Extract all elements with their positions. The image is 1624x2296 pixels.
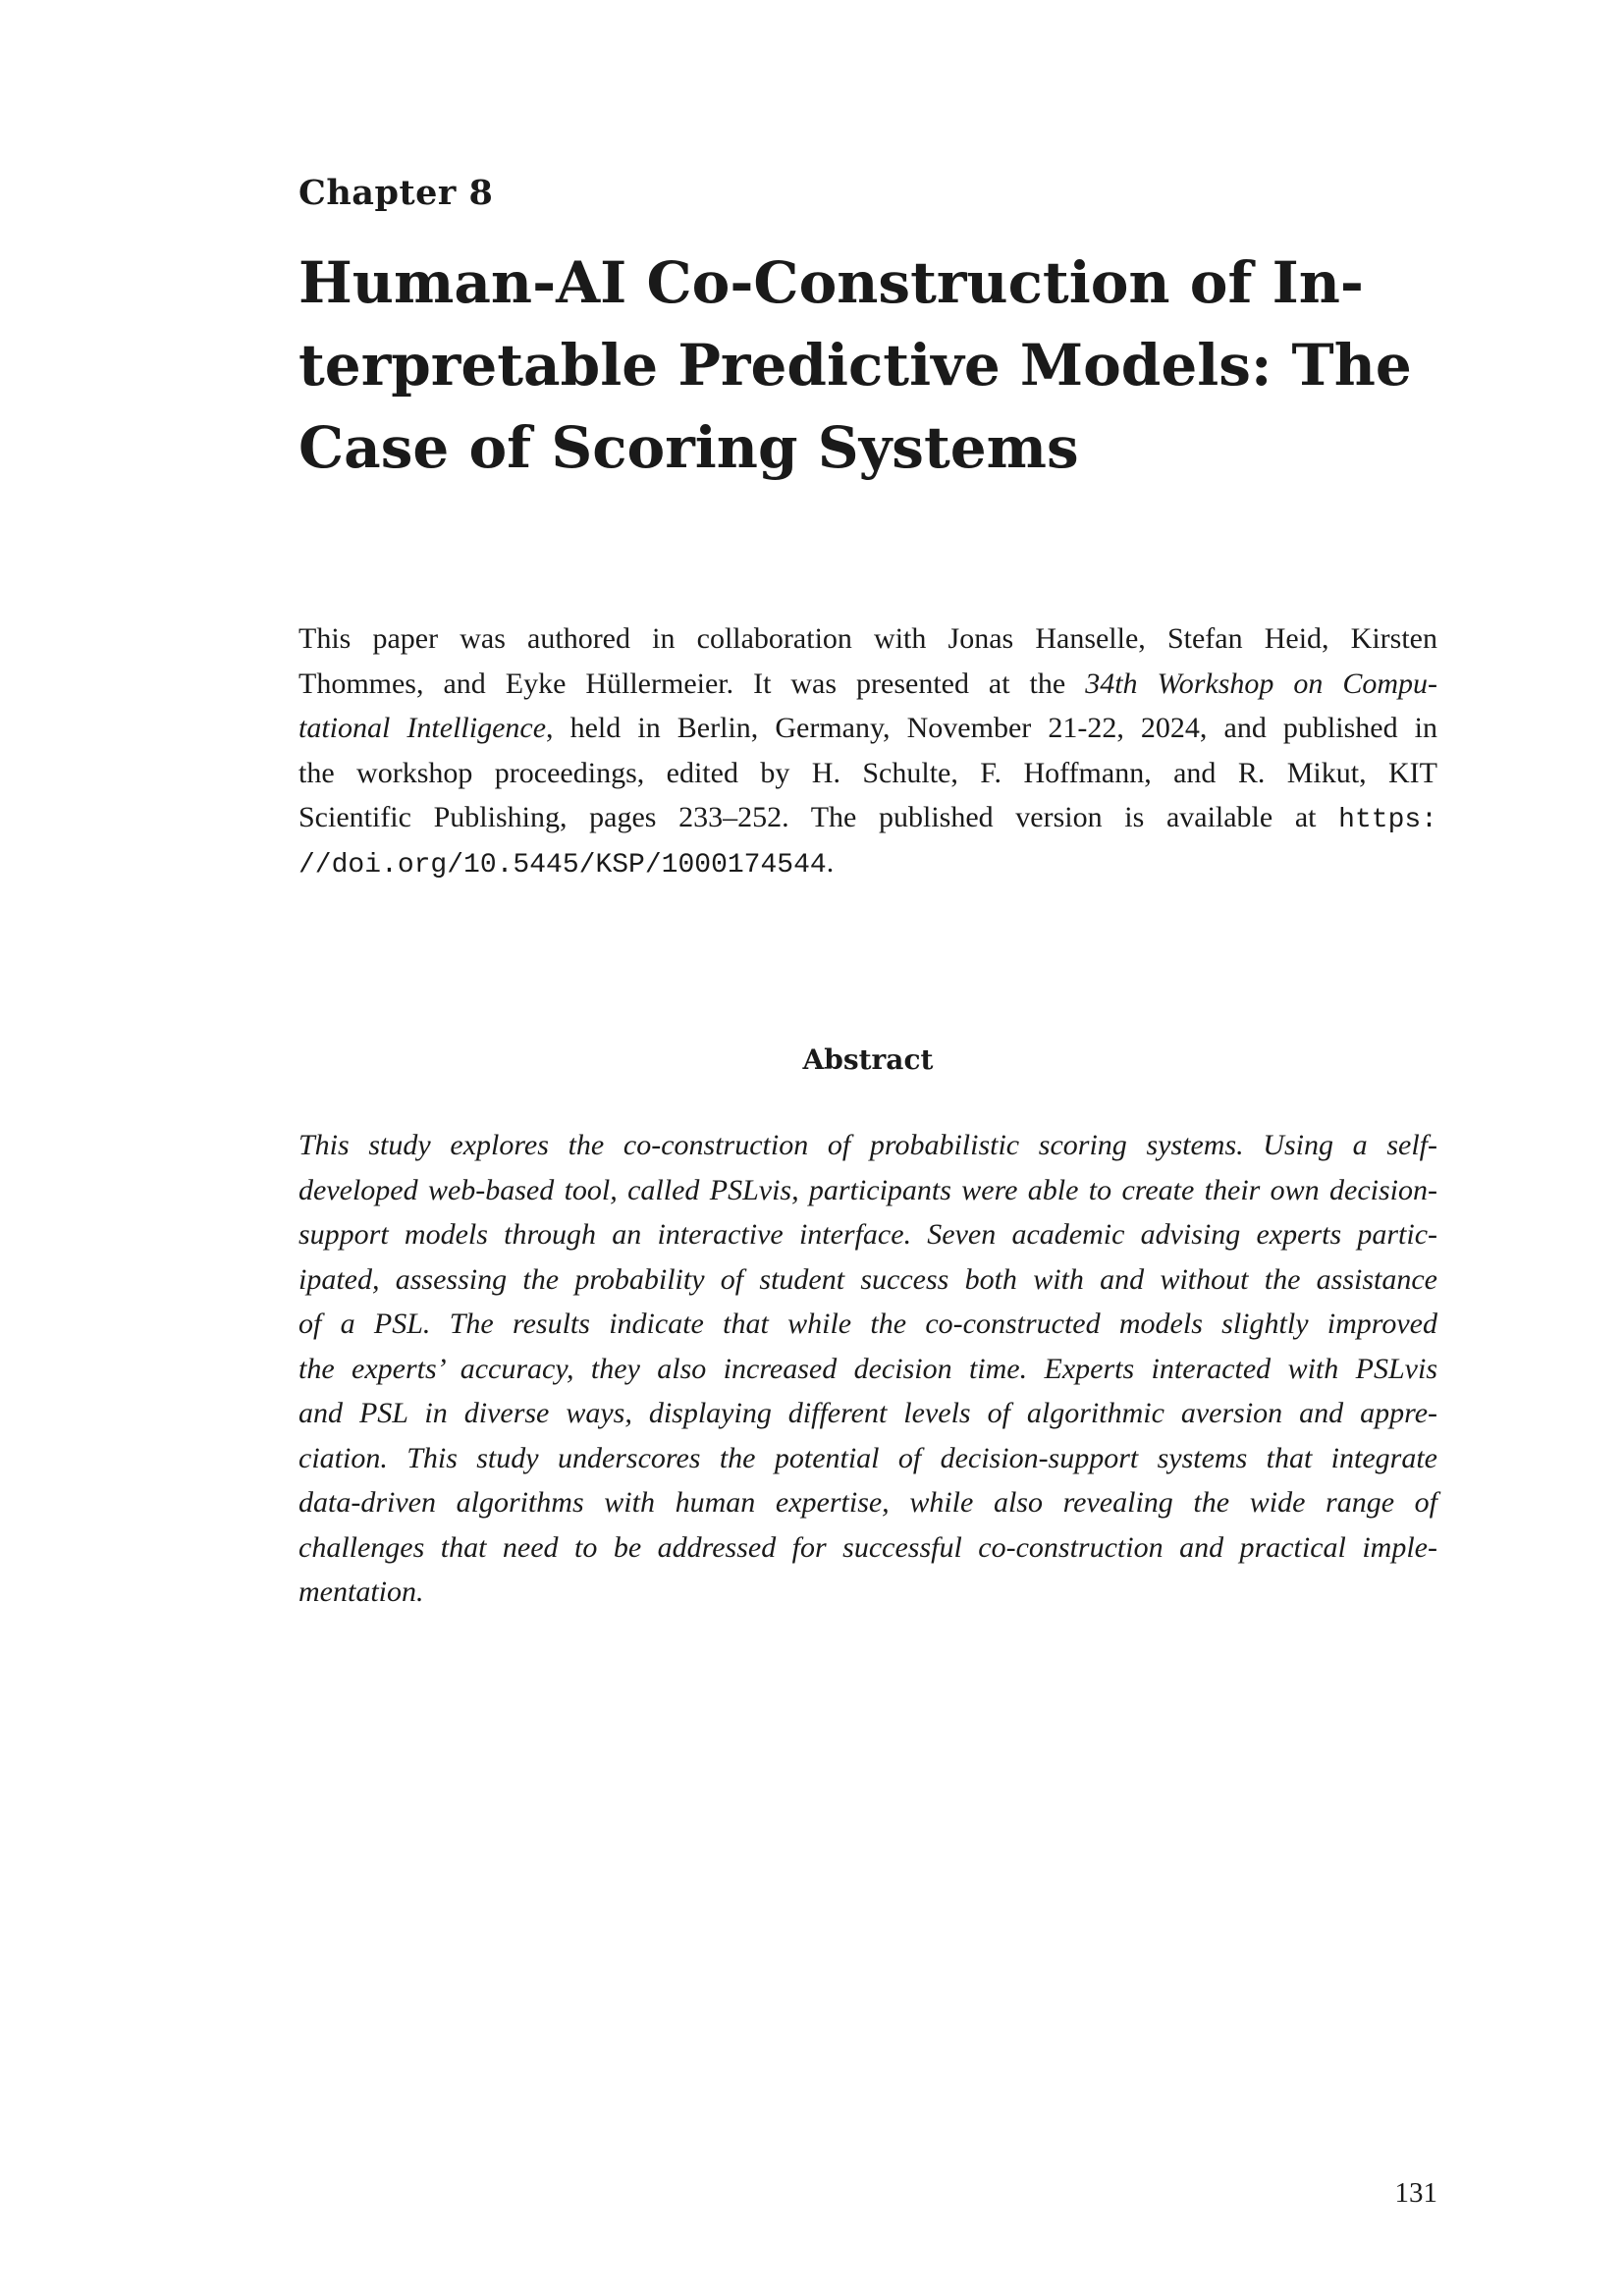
abstract-line: ciation. This study underscores the potential of decision-support systems that integrate bbox=[298, 1441, 1437, 1474]
publication-note-line: the workshop proceedings, edited by H. Schulte, F. Hoffmann, and R. Mikut, KIT bbox=[298, 756, 1437, 789]
chapter-label: Chapter 8 bbox=[298, 173, 494, 213]
abstract-line: developed web-based tool, called PSLvis, participants were able to create their own decision- bbox=[298, 1173, 1437, 1206]
abstract-line: challenges that need to be addressed for successful co-construction and practical imple- bbox=[298, 1530, 1437, 1564]
abstract-line: of a PSL. The results indicate that while the co-constructed models slightly improved bbox=[298, 1308, 1437, 1340]
chapter-title-line: terpretable Predictive Models: The bbox=[298, 332, 1412, 399]
publication-note-line: //doi.org/10.5445/KSP/1000174544. bbox=[298, 845, 835, 881]
abstract-line: support models through an interactive interface. Seven academic advising experts partic- bbox=[298, 1218, 1437, 1251]
doi-link-start[interactable]: https: bbox=[1338, 805, 1437, 835]
workshop-name: 34th Workshop on Compu- bbox=[1085, 667, 1437, 700]
abstract-line: the experts’ accuracy, they also increased decision time. Experts interacted with PSLvis bbox=[298, 1352, 1437, 1385]
abstract-line: data-driven algorithms with human expertise, while also revealing the wide range of bbox=[298, 1486, 1437, 1519]
publication-note-line: This paper was authored in collaboration with Jonas Hanselle, Stefan Heid, Kirsten bbox=[298, 622, 1437, 655]
abstract-line: This study explores the co-construction of probabilistic scoring systems. Using a self- bbox=[298, 1129, 1437, 1161]
abstract-line: mentation. bbox=[298, 1575, 424, 1608]
publication-note bbox=[298, 616, 1437, 884]
chapter-title-line: Human-AI Co-Construction of In- bbox=[298, 249, 1364, 316]
workshop-name-cont: tational Intelligence bbox=[298, 712, 547, 744]
publication-note-line: Scientific Publishing, pages 233–252. The published version is available at https: bbox=[298, 801, 1437, 835]
abstract-line: ipated, assessing the probability of student success both with and without the assistance bbox=[298, 1262, 1437, 1296]
abstract-heading: Abstract bbox=[802, 1043, 934, 1076]
chapter-title-line: Case of Scoring Systems bbox=[298, 414, 1079, 481]
publication-note-line: tational Intelligence, held in Berlin, Germany, November 21-22, 2024, and published in bbox=[298, 712, 1437, 744]
doi-link[interactable]: //doi.org/10.5445/KSP/1000174544 bbox=[298, 849, 827, 881]
page-number: 131 bbox=[1394, 2177, 1437, 2209]
abstract-body bbox=[298, 1123, 1437, 1615]
abstract-line: and PSL in diverse ways, displaying different levels of algorithmic aversion and appre- bbox=[298, 1397, 1437, 1429]
chapter-title bbox=[298, 241, 1477, 489]
publication-note-line: Thommes, and Eyke Hüllermeier. It was presented at the 34th Workshop on Compu- bbox=[298, 667, 1437, 700]
